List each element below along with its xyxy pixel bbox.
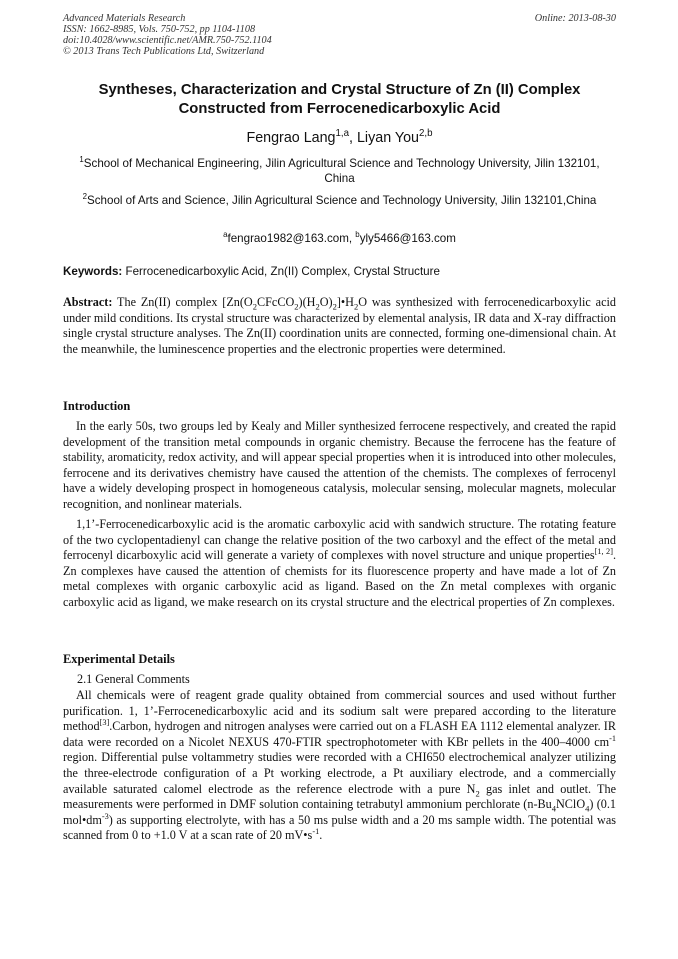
author-2-marker: 2,b	[419, 128, 433, 140]
paragraph-text: gas inlet and outlet. The measurements were performed in DMF solution containing tetrabutyl ammonium perchlorate (n-Bu	[63, 781, 616, 812]
paragraph-text: 1,1’-Ferrocenedicarboxylic acid is the aromatic carboxylic acid with sandwich structure. The rotating feature of the two cyclopentadienyl can change the relative position of the two carboxyl and the effect of the metal and ferrocenyl dicarboxylic acid will generate a variety of complexes with novel structure and unique properties	[63, 517, 616, 563]
email-b: yly5466@163.com	[359, 232, 456, 245]
author-2: Liyan You	[356, 130, 419, 146]
experimental-heading: Experimental Details	[63, 652, 175, 666]
introduction-heading: Introduction	[63, 399, 131, 413]
abstract-text: CFcCO	[257, 295, 295, 309]
paragraph-text: . Zn complexes have caused the attention of chemists for its fluorescence property and have made a lot of Zn metal complexes with organic carboxylic acid as ligand. Based on the Zn metal complexes with organic carboxylic acid as ligand, we make research on its crystal structure and the electrical properties of Zn complexes.	[63, 548, 617, 609]
abstract-text: O was synthesized with ferrocenedicarboxylic acid under mild conditions. Its crystal structure was characterized by elemental analysis, IR data and X-ray diffraction single crystal structure analyses. The Zn(II) coordination units are connected, forming one-dimensional chain. At the meanwhile, the luminescence properties and the electronic properties were determined.	[63, 295, 616, 356]
affiliation-2-text: School of Arts and Science, Jilin Agricultural Science and Technology University, Jilin 132101,China	[87, 194, 597, 207]
author-separator: ,	[349, 130, 357, 146]
citation: [3]	[99, 718, 110, 728]
affiliation-2-marker: 2	[82, 192, 88, 202]
affiliation-1-marker: 1	[79, 155, 84, 165]
subscript: 2	[353, 301, 359, 312]
abstract-text: ]•H	[336, 295, 354, 309]
superscript: -1	[312, 827, 320, 837]
keywords-label: Keywords:	[63, 265, 123, 278]
superscript: -1	[609, 733, 616, 743]
journal-doi: doi:10.4028/www.scientific.net/AMR.750-752.1104	[63, 35, 272, 46]
introduction-paragraph-1: In the early 50s, two groups led by Kealy and Miller synthesized ferrocene respectively, and created the rapid development of the transition metal compounds in organic chemistry. Because the ferrocene has the feature of stability, aromaticity, redox activity, and will appear special properties when it is introduced into other molecules, ferrocene and its derivatives chemistry have caused the attention of the chemists. The complexes of ferrocenyl have a widely developing prospect in homogeneous catalysis, molecular sensing, molecular magnets, molecular recognition, and nonlinear materials.	[63, 419, 617, 511]
journal-copyright: © 2013 Trans Tech Publications Ltd, Switzerland	[63, 46, 265, 57]
paragraph-text: .	[319, 828, 323, 843]
authors	[63, 129, 616, 147]
affiliation-1-text: School of Mechanical Engineering, Jilin Agricultural Science and Technology University, Jilin 132101, China	[83, 157, 600, 185]
subscript: 2	[315, 301, 320, 312]
email-a-marker: a	[223, 230, 228, 240]
journal-name: Advanced Materials Research	[63, 13, 186, 24]
title-line-2: Constructed from Ferrocenedicarboxylic Acid	[178, 101, 501, 117]
experimental-paragraph	[63, 688, 616, 844]
online-date: Online: 2013-08-30	[534, 13, 616, 24]
author-emails	[63, 231, 616, 246]
paragraph-text: ) (0.1 mol•dm	[63, 797, 616, 827]
abstract-text: )(H	[298, 295, 316, 309]
affiliation-2	[63, 193, 616, 208]
journal-header	[63, 13, 616, 57]
email-b-marker: b	[355, 230, 360, 240]
title-line-1: Syntheses, Characterization and Crystal Structure of Zn (II) Complex	[98, 82, 581, 98]
subscript: 2	[252, 301, 257, 312]
introduction-paragraph-2	[63, 517, 616, 611]
paper-title	[63, 81, 616, 119]
paragraph-text: .Carbon, hydrogen and nitrogen analyses were carried out on a FLASH EA 1112 elemental analyzer. IR data were recorded on a Nicolet NEXUS 470-FTIR spectrophotometer with KBr pellets in the 400–4000 cm	[63, 719, 616, 749]
author-1: Fengrao Lang	[246, 130, 336, 146]
superscript: -3	[101, 811, 109, 821]
affiliation-1	[63, 156, 616, 186]
paragraph-text: All chemicals were of reagent grade quality obtained from commercial sources and used without further purification. 1, 1’-Ferrocenedicarboxylic acid and its sodium salt were prepared according to the literature method	[63, 688, 616, 734]
abstract-text: O)	[319, 295, 333, 309]
citation: [1, 2]	[594, 547, 613, 557]
abstract	[63, 295, 616, 357]
paragraph-text: ) as supporting electrolyte, with has a 50 ms pulse width and a 20 ms sample width. The potential was scanned from 0 to +1.0 V at a scan rate of 20 mV•s	[63, 812, 616, 843]
abstract-label: Abstract:	[63, 295, 113, 309]
subscript: 2	[475, 788, 480, 798]
keywords	[63, 264, 616, 279]
paragraph-text: region. Differential pulse voltammetry studies were recorded with a CHI650 electrochemical analyzer utilizing the three-electrode configuration of a Pt working electrode, a Pt auxiliary electrode, and a commercially available saturated calomel electrode as the reference electrode with a pure N	[63, 750, 616, 796]
paragraph-text: NClO	[556, 797, 586, 812]
subscript: 2	[332, 301, 337, 312]
journal-issn: ISSN: 1662-8985, Vols. 750-752, pp 1104-1108	[63, 24, 256, 35]
subscript: 2	[294, 301, 299, 312]
keywords-text: Ferrocenedicarboxylic Acid, Zn(II) Complex, Crystal Structure	[122, 265, 440, 278]
subscript: 4	[585, 803, 590, 814]
experimental-subheading: 2.1 General Comments	[77, 672, 190, 686]
abstract-text: The Zn(II) complex [Zn(O	[112, 295, 253, 309]
author-1-marker: 1,a	[335, 128, 350, 140]
subscript: 4	[551, 803, 556, 814]
email-a: fengrao1982@163.com,	[227, 232, 356, 245]
